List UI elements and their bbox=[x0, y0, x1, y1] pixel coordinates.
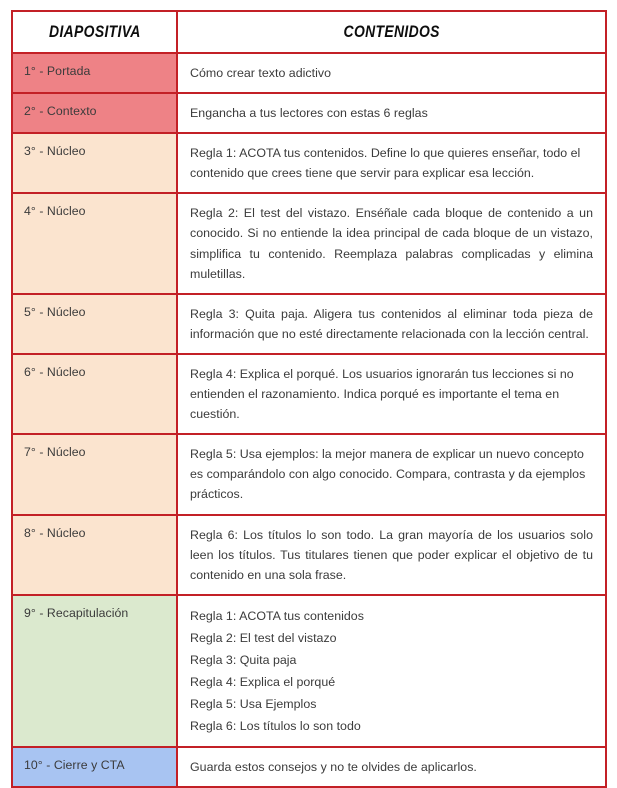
column-header-content bbox=[177, 11, 606, 53]
content-paragraph: Regla 4: Explica el porqué. Los usuarios ignorarán tus lecciones si no entienden el razonamiento. Indica porqué es importante el tema en cuestión. bbox=[190, 366, 574, 422]
table-row bbox=[12, 133, 606, 193]
content-list-line: Regla 3: Quita paja bbox=[190, 652, 297, 667]
content-cell bbox=[177, 434, 606, 514]
table-header-row bbox=[12, 11, 606, 53]
table-row bbox=[12, 93, 606, 133]
slide-cell: 9° - Recapitulación bbox=[12, 595, 177, 747]
table-body bbox=[12, 53, 606, 787]
slide-cell: 4° - Núcleo bbox=[12, 193, 177, 293]
table-row bbox=[12, 193, 606, 293]
content-paragraph: Guarda estos consejos y no te olvides de aplicarlos. bbox=[190, 760, 477, 775]
slide-content-table bbox=[11, 10, 607, 788]
content-cell bbox=[177, 515, 606, 595]
content-list-line: Regla 5: Usa Ejemplos bbox=[190, 697, 317, 712]
table-row bbox=[12, 354, 606, 434]
content-paragraph: Cómo crear texto adictivo bbox=[190, 66, 331, 80]
content-list-line: Regla 6: Los títulos lo son todo bbox=[190, 719, 361, 734]
content-list-line: Regla 2: El test del vistazo bbox=[190, 630, 337, 645]
content-paragraph: Regla 1: ACOTA tus contenidos. Define lo que quieres enseñar, todo el contenido que crees tiene que servir para explicar esa lección. bbox=[190, 146, 581, 181]
content-cell bbox=[177, 133, 606, 193]
table-row bbox=[12, 294, 606, 354]
table-header bbox=[12, 11, 606, 53]
table-row bbox=[12, 515, 606, 595]
content-cell bbox=[177, 193, 606, 293]
slide-cell: 5° - Núcleo bbox=[12, 294, 177, 354]
column-header-content-label: CONTENIDOS bbox=[343, 22, 440, 41]
content-cell bbox=[177, 354, 606, 434]
table-row bbox=[12, 747, 606, 787]
content-paragraph: Regla 5: Usa ejemplos: la mejor manera de explicar un nuevo concepto es comparándolo con algo conocido. Compara, contrasta y da ejemplos prácticos. bbox=[190, 447, 586, 502]
content-paragraph: Regla 2: El test del vistazo. Enséñale cada bloque de contenido a un conocido. Si no entiende la idea principal de cada bloque de un vistazo, simplifica tu contenido. Reemplaza palabras complicadas y elimina muletillas. bbox=[190, 206, 593, 281]
content-list-line: Regla 4: Explica el porqué bbox=[190, 675, 336, 690]
content-cell bbox=[177, 747, 606, 787]
slide-cell: 6° - Núcleo bbox=[12, 354, 177, 434]
content-paragraph: Regla 6: Los títulos lo son todo. La gran mayoría de los usuarios solo leen los títulos. Tus titulares tienen que poder explicar el objetivo de tu contenido en una sola frase. bbox=[190, 527, 593, 582]
content-list-line: Regla 1: ACOTA tus contenidos bbox=[190, 608, 364, 623]
table-row bbox=[12, 595, 606, 747]
column-header-slide bbox=[12, 11, 177, 53]
content-cell bbox=[177, 294, 606, 354]
column-header-slide-label: DIAPOSITIVA bbox=[48, 22, 141, 41]
content-cell bbox=[177, 595, 606, 747]
content-cell bbox=[177, 93, 606, 133]
slide-cell: 2° - Contexto bbox=[12, 93, 177, 133]
table-row bbox=[12, 434, 606, 514]
content-paragraph: Regla 3: Quita paja. Aligera tus contenidos al eliminar toda pieza de información que no esté directamente relacionada con la lección central. bbox=[190, 306, 593, 341]
slide-cell: 8° - Núcleo bbox=[12, 515, 177, 595]
slide-cell: 10° - Cierre y CTA bbox=[12, 747, 177, 787]
slide-cell: 1° - Portada bbox=[12, 53, 177, 93]
slide-cell: 7° - Núcleo bbox=[12, 434, 177, 514]
table-row bbox=[12, 53, 606, 93]
content-cell bbox=[177, 53, 606, 93]
content-paragraph: Engancha a tus lectores con estas 6 reglas bbox=[190, 106, 428, 121]
slide-cell: 3° - Núcleo bbox=[12, 133, 177, 193]
